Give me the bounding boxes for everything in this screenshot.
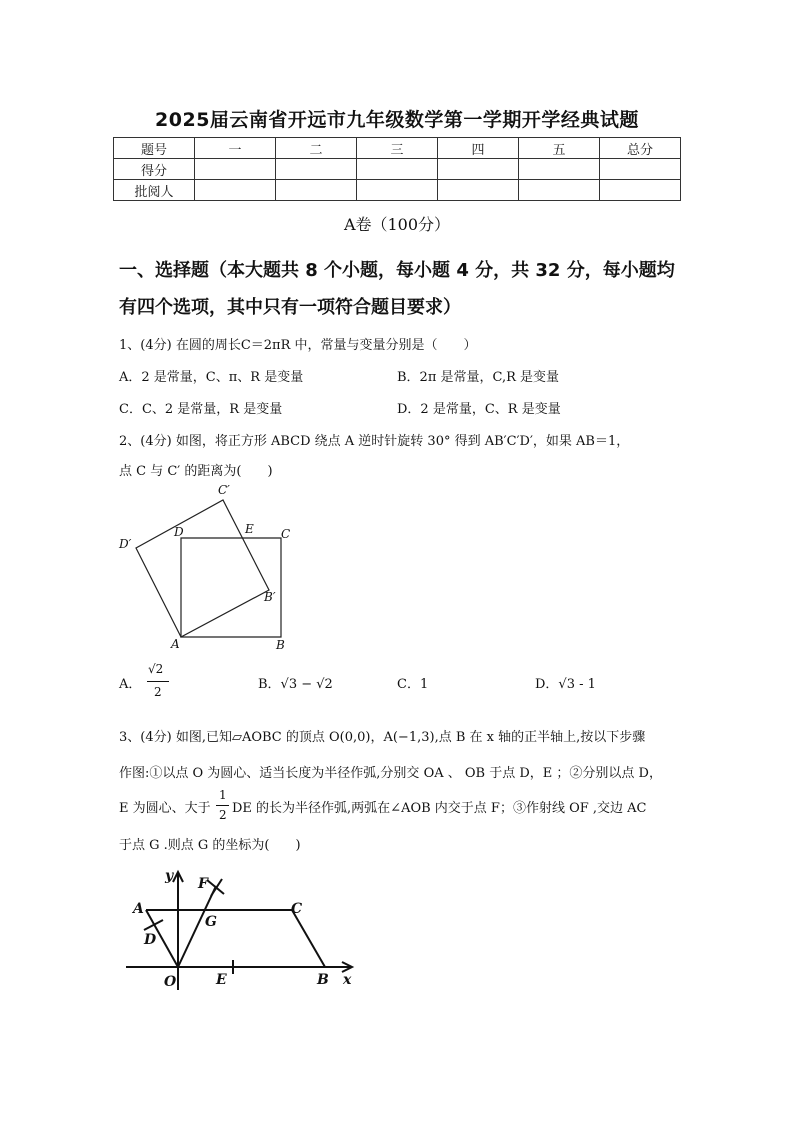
section-a-heading: A卷（100分） bbox=[343, 215, 451, 234]
q3-stem-line2: 作图:①以点 O 为圆心、适当长度为半径作弧,分别交 OA 、 OB 于点 D，E ；②分别以点 D， bbox=[119, 766, 662, 781]
q2-option-a-label: A． bbox=[119, 677, 142, 692]
label-c-prime: C′ bbox=[218, 483, 230, 497]
q2-stem-line1: 2、(4分) 如图，将正方形 ABCD 绕点 A 逆时针旋转 30° 得到 AB′C′D′，如果 AB＝1， bbox=[119, 434, 630, 449]
q2-stem-line2: 点 C 与 C′ 的距离为( ) bbox=[119, 464, 273, 479]
q3-stem-line3-pre: E 为圆心、大于 bbox=[119, 801, 211, 816]
q2-option-c: C．1 bbox=[397, 677, 429, 692]
f-mark-1 bbox=[207, 880, 224, 894]
q3-figure bbox=[120, 862, 365, 994]
table-header-cell: 五 bbox=[519, 138, 600, 159]
table-cell bbox=[195, 180, 276, 201]
table-cell bbox=[276, 180, 357, 201]
exam-title: 2025届云南省开远市九年级数学第一学期开学经典试题 bbox=[155, 109, 639, 131]
label-d: D bbox=[144, 932, 157, 948]
table-header-cell: 题号 bbox=[114, 138, 195, 159]
q3-stem-line1: 3、(4分) 如图,已知▱AOBC 的顶点 O(0,0)，A(−1,3),点 B 在 x 轴的正半轴上,按以下步骤 bbox=[119, 730, 646, 745]
label-b-prime: B′ bbox=[264, 590, 276, 604]
square-ab-prime-c-prime-d-prime bbox=[136, 500, 269, 637]
q3-stem-line3-post: DE 的长为半径作弧,两弧在∠AOB 内交于点 F；③作射线 OF ,交边 AC bbox=[232, 801, 647, 816]
part1-heading-line2: 有四个选项，其中只有一项符合题目要求） bbox=[119, 297, 461, 318]
q3-fraction-denominator: 2 bbox=[219, 808, 227, 822]
label-e: E bbox=[216, 972, 227, 988]
q2-option-a-numerator: √2 bbox=[148, 662, 164, 676]
label-f: F bbox=[198, 876, 208, 892]
table-row bbox=[114, 159, 681, 180]
table-cell bbox=[357, 180, 438, 201]
part1-heading-line1: 一、选择题（本大题共 8 个小题，每小题 4 分，共 32 分，每小题均 bbox=[119, 260, 675, 281]
label-b: B bbox=[276, 638, 285, 652]
q2-option-a-denominator: 2 bbox=[154, 685, 162, 699]
table-cell bbox=[519, 159, 600, 180]
parallelogram-side-cb bbox=[292, 910, 325, 967]
label-o: O bbox=[164, 974, 177, 990]
table-row bbox=[114, 180, 681, 201]
table-cell bbox=[438, 159, 519, 180]
q1-option-d: D．2 是常量，C、R 是变量 bbox=[397, 402, 561, 417]
q2-figure bbox=[110, 480, 300, 655]
table-cell bbox=[195, 159, 276, 180]
q1-stem: 1、(4分) 在圆的周长C＝2πR 中，常量与变量分别是（ ） bbox=[119, 338, 477, 353]
table-cell bbox=[600, 180, 681, 201]
table-header-cell: 三 bbox=[357, 138, 438, 159]
label-g: G bbox=[205, 914, 217, 930]
label-c: C bbox=[281, 527, 291, 541]
f-mark-2 bbox=[211, 879, 222, 896]
table-cell bbox=[276, 159, 357, 180]
q3-fraction-numerator: 1 bbox=[219, 788, 227, 802]
table-header-cell: 四 bbox=[438, 138, 519, 159]
q1-option-a: A．2 是常量，C、π、R 是变量 bbox=[119, 370, 304, 385]
label-c: C bbox=[291, 901, 303, 917]
score-table bbox=[113, 137, 681, 201]
label-d-prime: D′ bbox=[119, 537, 132, 551]
label-d: D bbox=[174, 525, 184, 539]
label-e: E bbox=[245, 522, 254, 536]
q1-option-c: C．C、2 是常量，R 是变量 bbox=[119, 402, 283, 417]
label-y: y bbox=[165, 868, 174, 884]
fraction-bar bbox=[216, 805, 229, 806]
label-a: A bbox=[133, 901, 144, 917]
table-cell: 批阅人 bbox=[114, 180, 195, 201]
label-b: B bbox=[317, 972, 329, 988]
table-cell: 得分 bbox=[114, 159, 195, 180]
square-abcd bbox=[181, 538, 281, 637]
table-row bbox=[114, 138, 681, 159]
label-x: x bbox=[343, 972, 352, 988]
q1-option-b: B．2π 是常量，C,R 是变量 bbox=[397, 370, 560, 385]
table-header-cell: 二 bbox=[276, 138, 357, 159]
table-cell bbox=[357, 159, 438, 180]
table-cell bbox=[600, 159, 681, 180]
fraction-bar bbox=[147, 681, 169, 682]
table-cell bbox=[519, 180, 600, 201]
table-header-cell: 一 bbox=[195, 138, 276, 159]
q2-option-d: D．√3 - 1 bbox=[535, 677, 596, 692]
table-header-cell: 总分 bbox=[600, 138, 681, 159]
q2-option-b: B．√3 − √2 bbox=[258, 677, 333, 692]
label-a: A bbox=[171, 637, 180, 651]
table-cell bbox=[438, 180, 519, 201]
q3-stem-line4: 于点 G .则点 G 的坐标为( ) bbox=[119, 838, 301, 853]
